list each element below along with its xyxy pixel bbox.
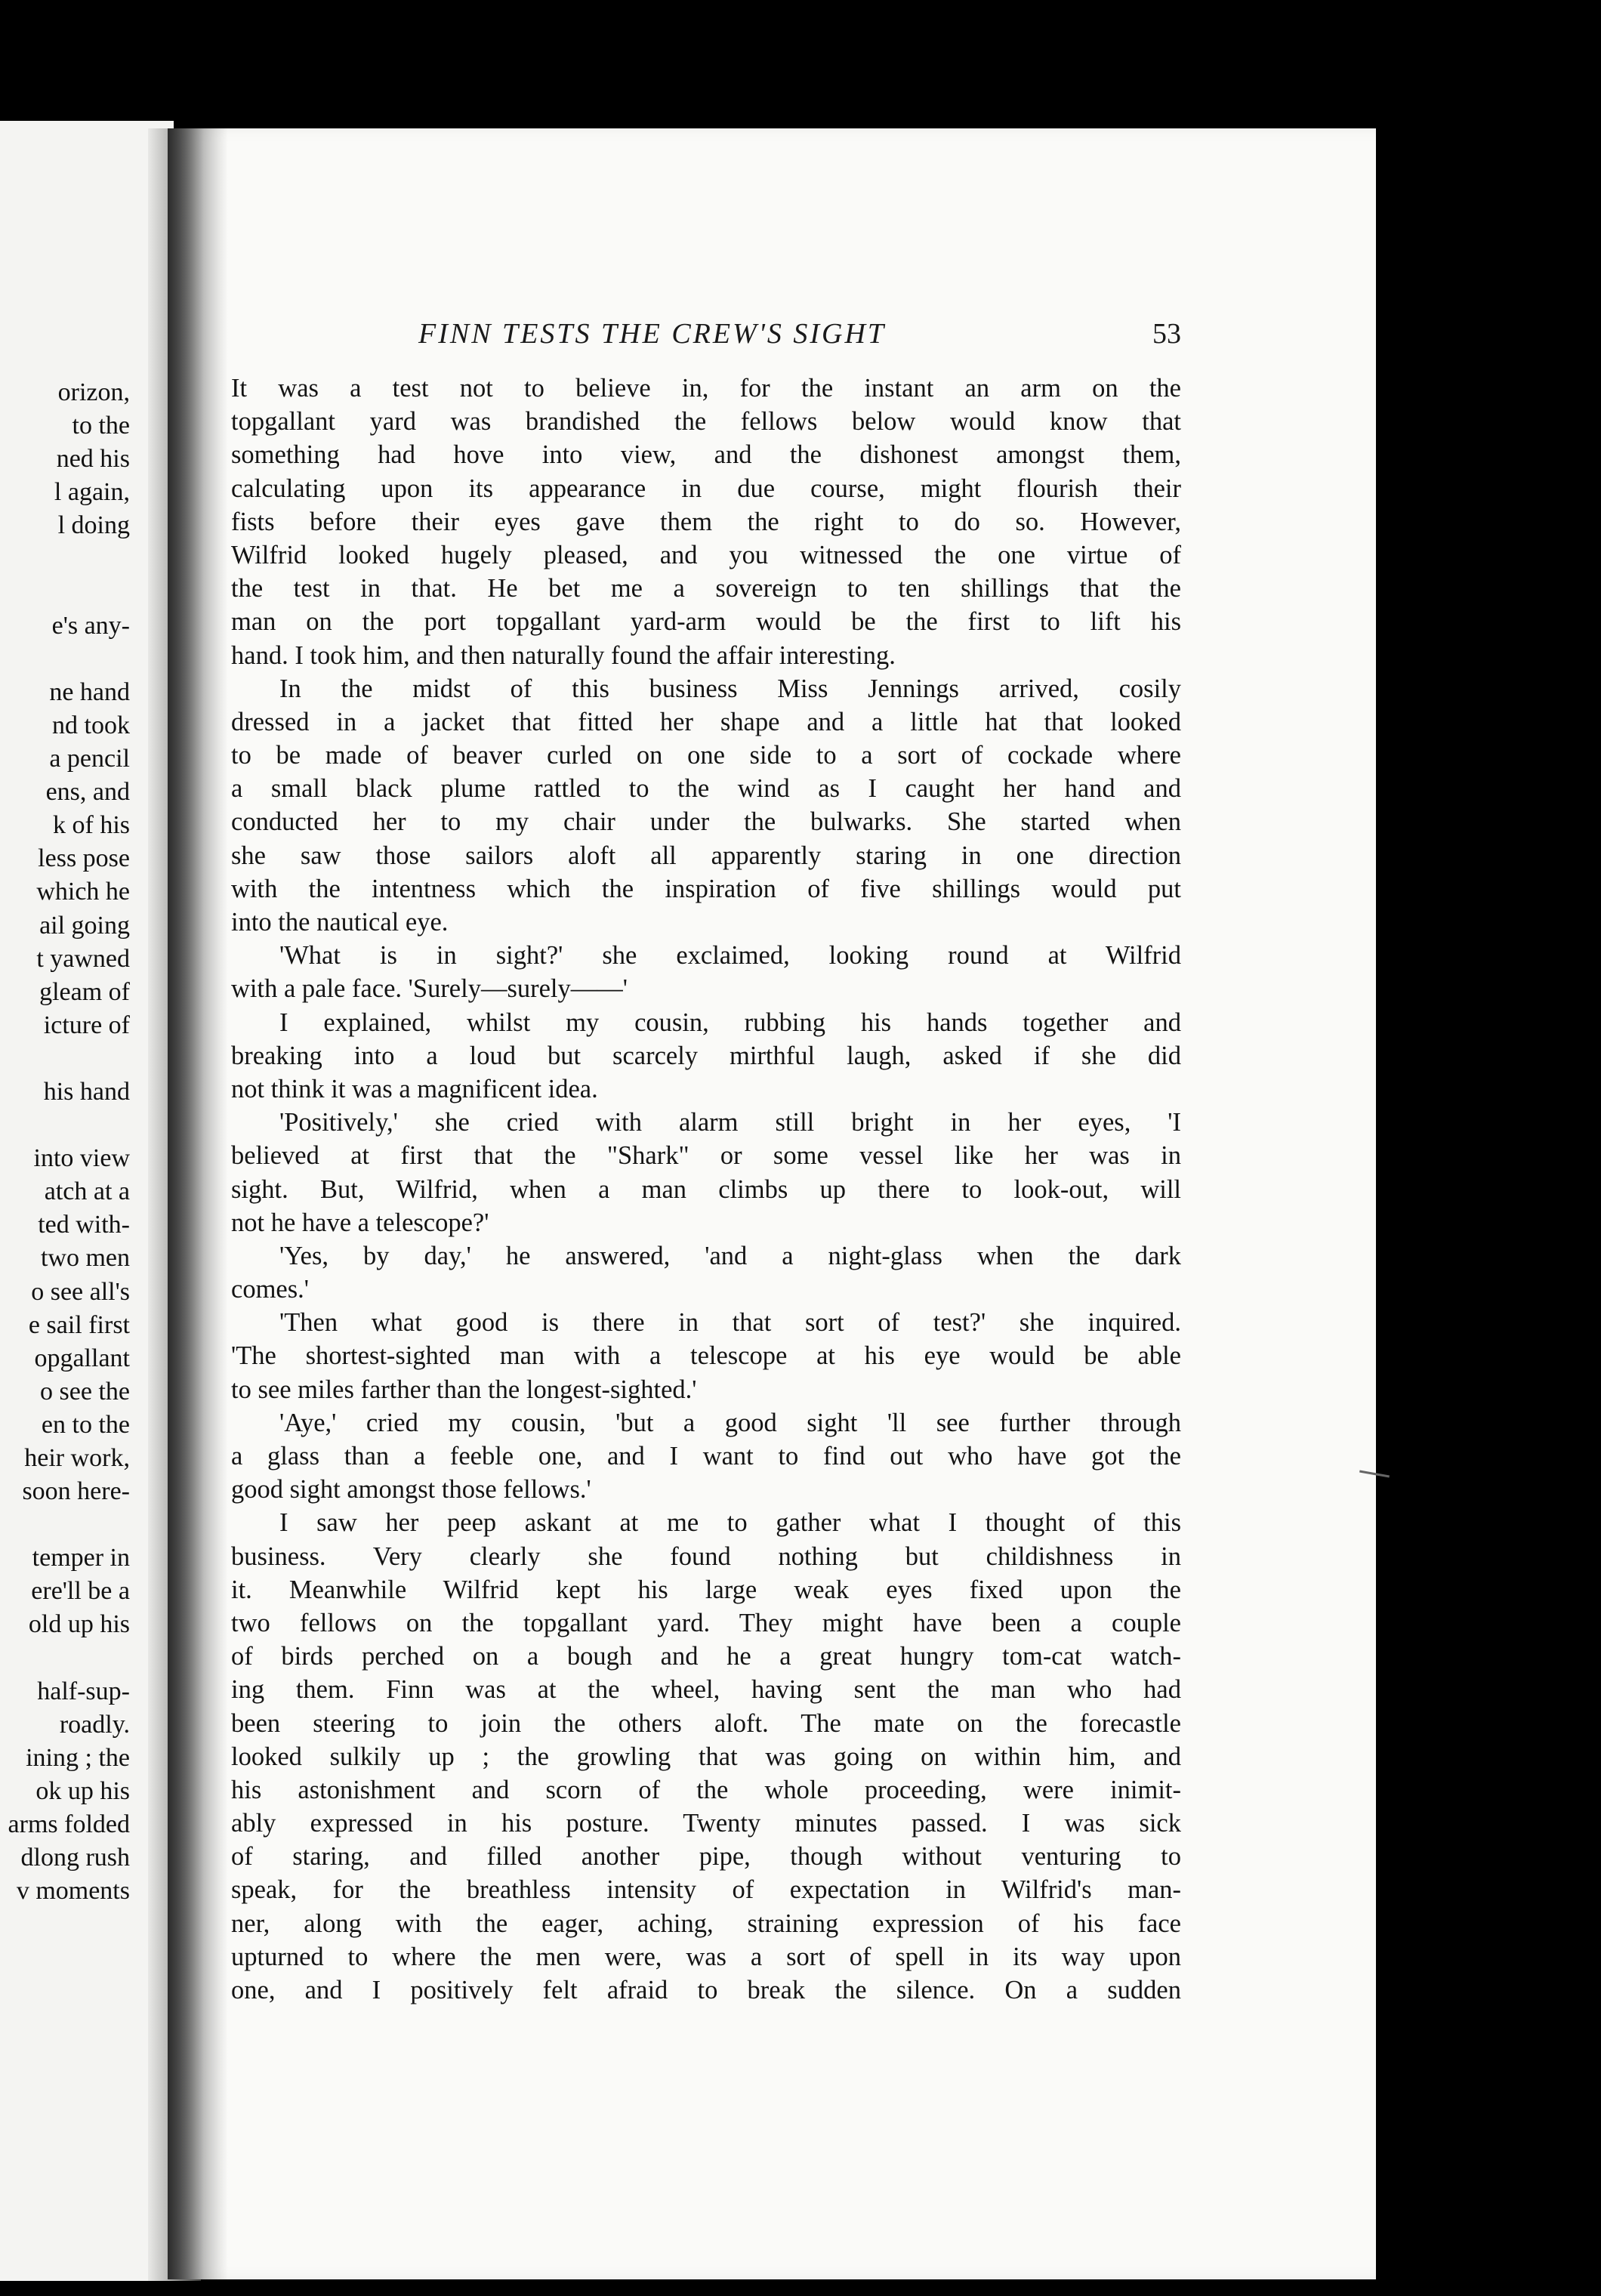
text-line: 'Then what good is there in that sort of test?' she inquired. bbox=[279, 1308, 1181, 1338]
left-page-fragment: o see the bbox=[40, 1377, 130, 1406]
left-page-fragment: ere'll be a bbox=[31, 1577, 130, 1606]
text-line: two fellows on the topgallant yard. They might have been a couple bbox=[231, 1608, 1181, 1637]
text-line: the test in that. He bet me a sovereign to ten shillings that the bbox=[231, 574, 1181, 603]
running-head: FINN TESTS THE CREW'S SIGHT bbox=[418, 318, 887, 350]
text-line: of birds perched on a bough and he a great hungry tom-cat watch- bbox=[231, 1642, 1181, 1671]
left-page-fragment: dlong rush bbox=[20, 1844, 130, 1872]
text-line: with the intentness which the inspiration of five shillings would put bbox=[231, 874, 1181, 903]
left-page-fragment bbox=[8, 1642, 130, 1675]
left-page-fragment: arms folded bbox=[8, 1810, 130, 1839]
left-page-fragment bbox=[8, 1508, 130, 1541]
left-page-fragment: ail going bbox=[39, 911, 130, 940]
left-page-fragment: e sail first bbox=[28, 1310, 130, 1339]
text-line: I saw her peep askant at me to gather what I thought of this bbox=[279, 1508, 1181, 1538]
left-page-fragment: v moments bbox=[16, 1877, 130, 1906]
text-line: 'Positively,' she cried with alarm still bright in her eyes, 'I bbox=[279, 1108, 1181, 1137]
text-line: man on the port topgallant yard-arm would be the first to lift his bbox=[231, 607, 1181, 637]
left-page-fragment bbox=[8, 1042, 130, 1075]
text-line: ner, along with the eager, aching, straining expression of his face bbox=[231, 1909, 1181, 1938]
left-page-fragment: into view bbox=[33, 1144, 130, 1173]
gutter-shadow bbox=[168, 128, 228, 2279]
left-page-fragment: orizon, bbox=[57, 378, 130, 406]
left-page-fragment: ens, and bbox=[45, 778, 130, 807]
text-line: 'What is in sight?' she exclaimed, looking round at Wilfrid bbox=[279, 941, 1181, 971]
text-line: been steering to join the others aloft. The mate on the forecastle bbox=[231, 1708, 1181, 1738]
text-line: sight. But, Wilfrid, when a man climbs up there to look-out, will bbox=[231, 1174, 1181, 1204]
left-page-fragment: e's any- bbox=[51, 611, 130, 640]
text-line: it. Meanwhile Wilfrid kept his large weak eyes fixed upon the bbox=[231, 1575, 1181, 1604]
text-line: with a pale face. 'Surely—surely——' bbox=[231, 974, 628, 1004]
left-page-text-fragments bbox=[8, 376, 130, 1908]
text-line: I explained, whilst my cousin, rubbing his hands together and bbox=[279, 1008, 1181, 1037]
left-page-fragment: l again, bbox=[54, 478, 130, 507]
text-line: speak, for the breathless intensity of expectation in Wilfrid's man- bbox=[231, 1875, 1181, 1905]
left-page-fragment: gleam of bbox=[39, 977, 130, 1006]
left-page-fragment: nd took bbox=[52, 711, 130, 739]
left-page-fragment: t yawned bbox=[36, 944, 130, 973]
text-line: something had hove into view, and the dishonest amongst them, bbox=[231, 440, 1181, 470]
left-page-fragment: soon here- bbox=[22, 1477, 130, 1506]
left-page-fragment: his hand bbox=[43, 1077, 130, 1106]
text-line: 'Aye,' cried my cousin, 'but a good sight 'll see further through bbox=[279, 1408, 1181, 1437]
text-line: not he have a telescope?' bbox=[231, 1208, 489, 1237]
left-page-fragment: less pose bbox=[38, 844, 130, 873]
text-line: believed at first that the "Shark" or some vessel like her was in bbox=[231, 1141, 1181, 1171]
left-page-fragment bbox=[8, 576, 130, 609]
text-line: conducted her to my chair under the bulwarks. She started when bbox=[231, 807, 1181, 837]
left-page-fragment: which he bbox=[36, 878, 130, 906]
left-page-fragment bbox=[8, 1109, 130, 1142]
left-page-fragment: o see all's bbox=[31, 1277, 130, 1306]
text-line: a glass than a feeble one, and I want to find out who have got the bbox=[231, 1442, 1181, 1470]
text-line: topgallant yard was brandished the fellows below would know that bbox=[231, 407, 1181, 437]
left-page-fragment: old up his bbox=[28, 1610, 130, 1639]
text-line: of staring, and filled another pipe, though without venturing to bbox=[231, 1842, 1181, 1872]
left-page-fragment: ted with- bbox=[38, 1211, 130, 1239]
left-page-fragment: two men bbox=[40, 1244, 130, 1273]
text-line: In the midst of this business Miss Jennings arrived, cosily bbox=[279, 674, 1181, 703]
text-line: upturned to where the men were, was a sort of spell in its way upon bbox=[231, 1942, 1181, 1971]
text-line: she saw those sailors aloft all apparently staring in one direction bbox=[231, 841, 1181, 870]
left-page-fragment: ok up his bbox=[35, 1776, 130, 1805]
left-page-fragment: en to the bbox=[41, 1410, 130, 1439]
text-line: one, and I positively felt afraid to break the silence. On a sudden bbox=[231, 1976, 1181, 2004]
text-line: dressed in a jacket that fitted her shape and a little hat that looked bbox=[231, 707, 1181, 736]
text-line: comes.' bbox=[231, 1275, 309, 1304]
text-line: good sight amongst those fellows.' bbox=[231, 1475, 591, 1504]
text-line: a small black plume rattled to the wind as I caught her hand and bbox=[231, 774, 1181, 804]
text-line: to be made of beaver curled on one side to a sort of cockade where bbox=[231, 741, 1181, 770]
text-line: ably expressed in his posture. Twenty minutes passed. I was sick bbox=[231, 1809, 1181, 1838]
text-line: to see miles farther than the longest-sighted.' bbox=[231, 1375, 697, 1404]
left-page-fragment: to the bbox=[72, 412, 130, 440]
text-line: not think it was a magnificent idea. bbox=[231, 1074, 598, 1103]
text-line: fists before their eyes gave them the right to do so. However, bbox=[231, 507, 1181, 536]
left-page-fragment: ne hand bbox=[49, 677, 130, 706]
left-page-fragment: icture of bbox=[43, 1011, 130, 1039]
left-page-fragment: roadly. bbox=[59, 1710, 130, 1739]
text-line: his astonishment and scorn of the whole proceeding, were inimit- bbox=[231, 1775, 1181, 1804]
text-line: Wilfrid looked hugely pleased, and you witnessed the one virtue of bbox=[231, 540, 1181, 569]
left-page-fragment bbox=[8, 542, 130, 576]
body-text bbox=[231, 372, 1181, 2007]
left-page-fragment: k of his bbox=[53, 811, 130, 840]
text-line: breaking into a loud but scarcely mirthful laugh, asked if she did bbox=[231, 1041, 1181, 1070]
text-line: looked sulkily up ; the growling that was going on within him, and bbox=[231, 1742, 1181, 1771]
left-page-fragment: temper in bbox=[32, 1544, 130, 1572]
page-number: 53 bbox=[1152, 318, 1181, 350]
text-line: ing them. Finn was at the wheel, having sent the man who had bbox=[231, 1675, 1181, 1705]
left-page-fragment: heir work, bbox=[24, 1444, 130, 1472]
left-page-fragment: half-sup- bbox=[37, 1677, 130, 1705]
left-page-fragment: ned his bbox=[56, 445, 130, 474]
text-line: calculating upon its appearance in due course, might flourish their bbox=[231, 474, 1181, 503]
text-line: business. Very clearly she found nothing but childishness in bbox=[231, 1541, 1181, 1571]
text-line: 'Yes, by day,' he answered, 'and a night-glass when the dark bbox=[279, 1241, 1181, 1270]
left-page-fragment: ining ; the bbox=[26, 1743, 130, 1772]
left-page-fragment: atch at a bbox=[44, 1177, 130, 1206]
left-page-fragment: opgallant bbox=[34, 1344, 130, 1372]
text-line: 'The shortest-sighted man with a telescope at his eye would be able bbox=[231, 1341, 1181, 1371]
text-line: into the nautical eye. bbox=[231, 908, 449, 937]
text-line: It was a test not to believe in, for the instant an arm on the bbox=[231, 374, 1181, 403]
left-page-fragment: a pencil bbox=[49, 745, 130, 773]
text-line: hand. I took him, and then naturally found the affair interesting. bbox=[231, 640, 896, 670]
left-page-fragment: l doing bbox=[57, 511, 130, 540]
left-page-fragment bbox=[8, 643, 130, 676]
